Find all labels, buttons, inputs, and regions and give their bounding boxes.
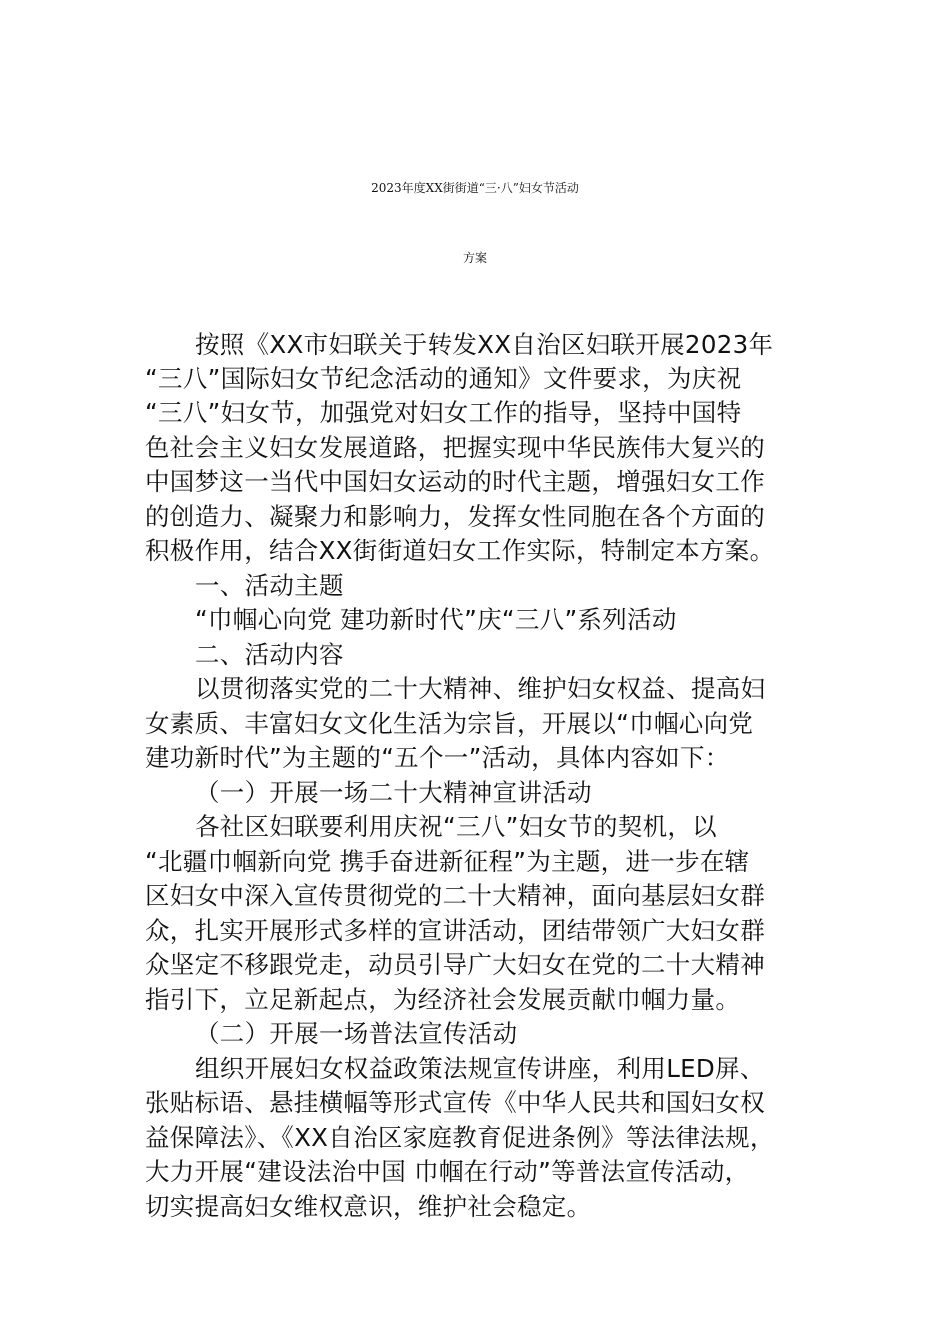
document-title-line-2: 方案	[462, 251, 487, 265]
paragraph-intro-line: 中国梦这一当代中国妇女运动的时代主题，增强妇女工作	[145, 467, 765, 496]
paragraph-sub1-line: 区妇女中深入宣传贯彻党的二十大精神，面向基层妇女群	[145, 881, 765, 910]
paragraph-intro-line: 色社会主义妇女发展道路，把握实现中华民族伟大复兴的	[145, 433, 765, 462]
paragraph-sub2-line: 张贴标语、悬挂横幅等形式宣传《中华人民共和国妇女权	[145, 1088, 765, 1117]
paragraph-intro-line: “三八”妇女节，加强党对妇女工作的指导，坚持中国特	[145, 398, 742, 427]
paragraph-sub1-line: 众，扎实开展形式多样的宣讲活动，团结带领广大妇女群	[145, 916, 765, 945]
paragraph-intro-line: “三八”国际妇女节纪念活动的通知》文件要求，为庆祝	[145, 364, 742, 393]
paragraph-sub2-line: 切实提高妇女维权意识，维护社会稳定。	[145, 1192, 592, 1221]
theme-statement: “巾帼心向党 建功新时代”庆“三八”系列活动	[195, 605, 677, 634]
paragraph-intro-line: 按照《XX市妇联关于转发XX自治区妇联开展2023年	[195, 330, 774, 359]
subsection-heading-1: （一）开展一场二十大精神宣讲活动	[195, 778, 592, 807]
paragraph-sub2-line: 益保障法》、《XX自治区家庭教育促进条例》等法律法规，	[145, 1123, 775, 1152]
section-heading-content: 二、活动内容	[195, 640, 344, 669]
paragraph-content-line: 女素质、丰富妇女文化生活为宗旨，开展以“巾帼心向党	[145, 709, 754, 738]
paragraph-content-line: 建功新时代”为主题的“五个一”活动，具体内容如下：	[145, 743, 730, 772]
paragraph-content-line: 以贯彻落实党的二十大精神、维护妇女权益、提高妇	[195, 674, 766, 703]
paragraph-sub2-line: 大力开展“建设法治中国 巾帼在行动”等普法宣传活动，	[145, 1157, 750, 1186]
paragraph-sub1-line: 指引下，立足新起点，为经济社会发展贡献巾帼力量。	[145, 985, 741, 1014]
paragraph-sub1-line: “北疆巾帼新向党 携手奋进新征程”为主题，进一步在辖	[145, 847, 750, 876]
document-title-line-1: 2023年度XX街街道“三·八”妇女节活动	[371, 181, 579, 195]
paragraph-sub1-line: 各社区妇联要利用庆祝“三八”妇女节的契机，以	[195, 812, 717, 841]
paragraph-intro-line: 的创造力、凝聚力和影响力，发挥女性同胞在各个方面的	[145, 502, 765, 531]
paragraph-sub2-line: 组织开展妇女权益政策法规宣传讲座，利用LED屏、	[195, 1054, 765, 1083]
paragraph-intro-line: 积极作用，结合XX街街道妇女工作实际，特制定本方案。	[145, 536, 775, 565]
paragraph-sub1-line: 众坚定不移跟党走，动员引导广大妇女在党的二十大精神	[145, 950, 765, 979]
subsection-heading-2: （二）开展一场普法宣传活动	[195, 1019, 518, 1048]
section-heading-theme: 一、活动主题	[195, 571, 344, 600]
